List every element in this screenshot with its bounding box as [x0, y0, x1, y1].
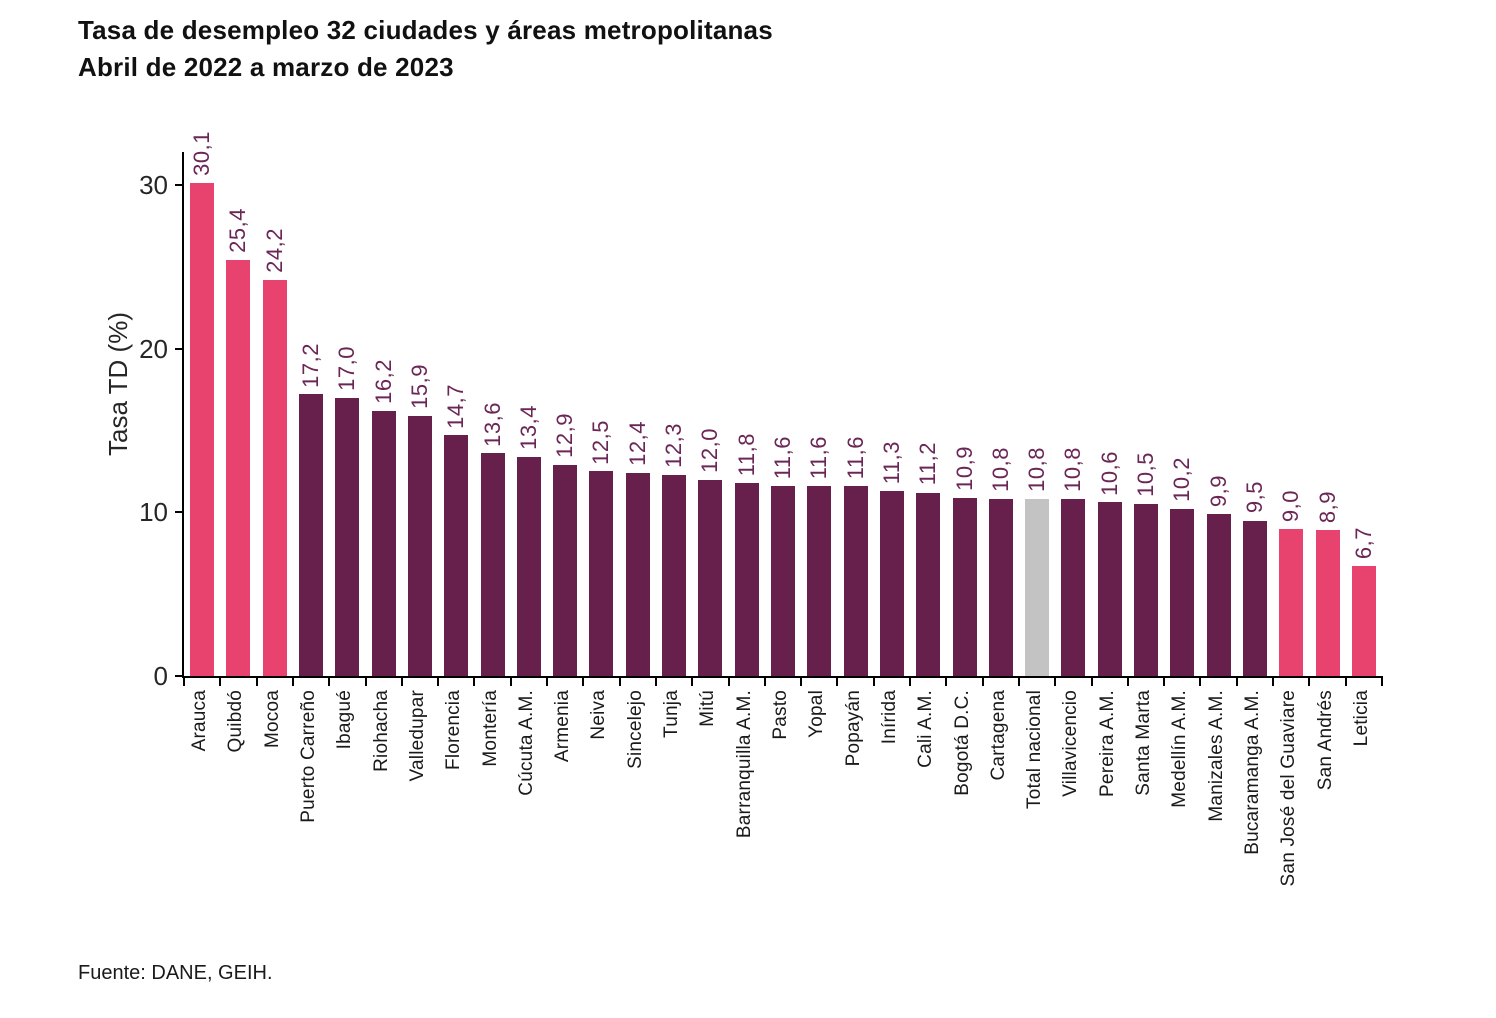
x-category-text: Ibagué: [334, 690, 356, 750]
x-category-label: [545, 690, 581, 762]
bar-value-text: 9,0: [1278, 489, 1304, 522]
bar-12: [626, 473, 650, 676]
bar-value-text: 12,5: [588, 419, 614, 465]
bar-value-label: [874, 441, 910, 484]
x-category-label: [654, 690, 690, 738]
bar-4: [335, 398, 359, 676]
bar-value-text: 14,7: [443, 383, 469, 429]
bar-value-label: [1237, 481, 1273, 513]
bar-value-text: 10,9: [951, 445, 977, 491]
x-tick-mark: [582, 676, 584, 686]
x-category-text: Armenia: [552, 690, 574, 763]
x-category-text: Pereira A.M.: [1096, 690, 1118, 797]
bar-17: [807, 486, 831, 676]
bar-value-text: 11,3: [878, 440, 904, 485]
bar-value-text: 9,5: [1241, 481, 1267, 514]
bar-value-label: [983, 447, 1019, 492]
bar-23: [1025, 499, 1049, 676]
bar-value-label: [1055, 447, 1091, 492]
x-category-text: Montería: [479, 690, 501, 767]
x-tick-mark: [183, 676, 185, 686]
bar-value-text: 13,6: [479, 401, 505, 447]
x-category-text: Inírida: [878, 690, 900, 745]
bar-value-label: [184, 131, 220, 176]
bar-value-text: 17,0: [334, 345, 360, 391]
bar-value-label: [729, 433, 765, 476]
x-tick-mark: [1091, 676, 1093, 686]
x-category-label: [1090, 690, 1126, 797]
plot-area: [139, 131, 1382, 691]
bar-value-text: 11,6: [769, 435, 795, 480]
x-tick-mark: [256, 676, 258, 686]
bar-28: [1207, 514, 1231, 676]
bar-value-text: 10,8: [1060, 447, 1086, 493]
x-tick-mark: [1199, 676, 1201, 686]
bar-22: [989, 499, 1013, 676]
x-category-label: [327, 690, 363, 749]
bar-value-label: [620, 421, 656, 466]
bar-value-label: [329, 346, 365, 391]
y-tick-label: 20: [139, 333, 168, 364]
bar-18: [844, 486, 868, 676]
bar-5: [372, 411, 396, 676]
bar-value-label: [257, 228, 293, 273]
bar-26: [1134, 504, 1158, 676]
bar-8: [481, 453, 505, 676]
bar-19: [880, 491, 904, 676]
x-tick-mark: [510, 676, 512, 686]
bar-27: [1170, 509, 1194, 676]
x-category-label: [944, 690, 980, 796]
bar-value-text: 15,9: [406, 363, 432, 409]
bar-0: [190, 183, 214, 676]
bar-value-label: [1309, 491, 1345, 523]
bar-value-text: 10,2: [1169, 457, 1195, 503]
x-tick-mark: [401, 676, 403, 686]
x-category-label: [182, 690, 218, 751]
bar-value-label: [1019, 447, 1055, 492]
bar-10: [553, 465, 577, 676]
bar-7: [444, 435, 468, 676]
bar-value-text: 6,7: [1350, 527, 1376, 560]
x-tick-mark: [1163, 676, 1165, 686]
x-category-label: [1235, 690, 1271, 855]
x-category-label: [799, 690, 835, 738]
x-category-label: [1198, 690, 1234, 822]
x-category-text: Leticia: [1350, 690, 1372, 747]
bar-value-text: 25,4: [225, 208, 251, 254]
source-note: Fuente: DANE, GEIH.: [78, 962, 273, 984]
x-tick-mark: [1381, 676, 1383, 686]
y-tick-label: 10: [139, 497, 168, 528]
bar-3: [299, 394, 323, 676]
x-tick-mark: [1308, 676, 1310, 686]
bar-value-label: [692, 428, 728, 473]
x-tick-mark: [473, 676, 475, 686]
bar-9: [517, 457, 541, 676]
x-category-label: [690, 690, 726, 727]
x-tick-mark: [982, 676, 984, 686]
x-category-text: Puerto Carreño: [298, 690, 320, 823]
bar-value-text: 11,6: [842, 435, 868, 480]
bar-value-label: [1346, 527, 1382, 559]
bar-32: [1352, 566, 1376, 676]
bar-13: [662, 475, 686, 676]
x-category-text: Arauca: [189, 690, 211, 752]
x-tick-mark: [1272, 676, 1274, 686]
x-category-label: [1126, 690, 1162, 796]
x-tick-mark: [691, 676, 693, 686]
x-category-text: Florencia: [443, 690, 465, 770]
x-category-label: [255, 690, 291, 748]
x-category-text: Medellín A.M.: [1169, 690, 1191, 808]
x-category-text: Valledupar: [406, 690, 428, 782]
bar-value-text: 8,9: [1314, 491, 1340, 524]
bar-6: [408, 416, 432, 676]
x-category-label: [1344, 690, 1380, 746]
y-tick-label: 30: [139, 169, 168, 200]
x-category-text: Manizales A.M.: [1205, 690, 1227, 822]
bar-value-label: [511, 405, 547, 450]
x-category-text: Santa Marta: [1133, 690, 1155, 796]
bar-1: [226, 260, 250, 676]
bar-value-text: 13,4: [515, 404, 541, 450]
x-tick-mark: [292, 676, 294, 686]
x-tick-mark: [1054, 676, 1056, 686]
x-tick-mark: [328, 676, 330, 686]
x-category-label: [218, 690, 254, 752]
x-tick-mark: [1018, 676, 1020, 686]
x-tick-mark: [655, 676, 657, 686]
bar-value-text: 10,8: [1024, 447, 1050, 493]
bar-value-label: [946, 446, 982, 491]
bar-value-text: 9,9: [1205, 474, 1231, 507]
bar-value-label: [765, 436, 801, 479]
x-tick-mark: [873, 676, 875, 686]
x-tick-mark: [836, 676, 838, 686]
bar-value-text: 10,5: [1133, 452, 1159, 498]
bar-value-label: [366, 359, 402, 404]
bar-value-label: [583, 420, 619, 465]
x-tick-mark: [1127, 676, 1129, 686]
x-category-text: Neiva: [588, 690, 610, 740]
bar-value-text: 24,2: [261, 228, 287, 273]
bar-value-label: [402, 364, 438, 409]
x-tick-mark: [546, 676, 548, 686]
x-category-label: [981, 690, 1017, 781]
x-category-label: [1162, 690, 1198, 808]
bar-value-text: 17,2: [298, 342, 324, 388]
bar-value-label: [837, 436, 873, 479]
x-category-text: Total nacional: [1024, 690, 1046, 809]
bar-20: [916, 493, 940, 676]
bar-value-label: [801, 436, 837, 479]
x-category-label: [763, 690, 799, 740]
bar-value-label: [1200, 475, 1236, 507]
bar-25: [1098, 502, 1122, 676]
x-category-label: [400, 690, 436, 781]
bar-11: [589, 471, 613, 676]
x-category-label: [291, 690, 327, 823]
x-category-text: Barranquilla A.M.: [733, 690, 755, 839]
bar-value-label: [1128, 452, 1164, 497]
bar-30: [1279, 529, 1303, 676]
x-category-label: [1053, 690, 1089, 797]
bar-value-label: [438, 384, 474, 429]
y-tick-mark: [175, 184, 184, 186]
x-category-label: [727, 690, 763, 838]
bar-value-label: [293, 343, 329, 388]
x-category-label: [436, 690, 472, 770]
chart-subtitle: Abril de 2022 a marzo de 2023: [78, 52, 454, 82]
x-category-text: Mitú: [697, 690, 719, 727]
y-axis-title: Tasa TD (%): [103, 312, 133, 456]
bar-value-text: 30,1: [189, 131, 215, 177]
bar-value-text: 12,3: [661, 422, 687, 468]
y-tick-mark: [175, 348, 184, 350]
x-category-label: [581, 690, 617, 740]
x-tick-mark: [219, 676, 221, 686]
x-tick-mark: [800, 676, 802, 686]
x-category-text: Pasto: [769, 690, 791, 740]
bar-15: [735, 483, 759, 676]
bar-value-text: 16,2: [370, 358, 396, 404]
x-axis-labels: [182, 690, 1380, 930]
x-category-label: [908, 690, 944, 768]
bar-value-text: 10,8: [987, 447, 1013, 493]
x-category-label: [1307, 690, 1343, 790]
x-tick-mark: [764, 676, 766, 686]
x-category-text: Tunja: [661, 690, 683, 738]
bar-16: [771, 486, 795, 676]
x-category-label: [364, 690, 400, 772]
x-category-text: San José del Guaviare: [1278, 690, 1300, 887]
x-tick-mark: [909, 676, 911, 686]
x-tick-mark: [437, 676, 439, 686]
x-category-text: Bucaramanga A.M.: [1241, 690, 1263, 855]
x-category-label: [1017, 690, 1053, 809]
bar-29: [1243, 521, 1267, 677]
x-tick-mark: [728, 676, 730, 686]
x-tick-mark: [1236, 676, 1238, 686]
x-tick-mark: [1345, 676, 1347, 686]
bar-value-text: 12,0: [697, 427, 723, 473]
y-tick-label: 0: [153, 661, 168, 691]
x-category-text: Yopal: [806, 690, 828, 738]
x-category-label: [872, 690, 908, 744]
bar-value-text: 12,4: [624, 421, 650, 467]
bar-value-label: [656, 423, 692, 468]
bar-value-text: 11,2: [915, 442, 941, 486]
bar-2: [263, 280, 287, 676]
bar-31: [1316, 530, 1340, 676]
bar-value-label: [474, 402, 510, 447]
x-tick-mark: [365, 676, 367, 686]
bar-value-text: 11,8: [733, 432, 759, 476]
x-category-text: Sincelejo: [624, 690, 646, 769]
title-block: [78, 12, 773, 86]
x-category-text: Cúcuta A.M.: [515, 690, 537, 796]
bar-value-text: 10,6: [1096, 450, 1122, 496]
x-category-text: Cali A.M.: [915, 690, 937, 768]
bar-value-text: 12,9: [552, 413, 578, 458]
bar-value-label: [547, 413, 583, 458]
x-category-text: Cartagena: [987, 690, 1009, 781]
bar-14: [698, 480, 722, 676]
y-tick-mark: [175, 511, 184, 513]
x-tick-mark: [945, 676, 947, 686]
x-category-label: [1271, 690, 1307, 886]
x-category-text: Villavicencio: [1060, 690, 1082, 797]
x-category-text: Bogotá D.C.: [951, 690, 973, 796]
x-category-label: [618, 690, 654, 769]
x-category-label: [472, 690, 508, 767]
x-category-text: San Andrés: [1314, 690, 1336, 791]
x-category-label: [509, 690, 545, 796]
x-category-text: Riohacha: [370, 690, 392, 772]
bar-value-label: [1273, 490, 1309, 522]
x-tick-mark: [619, 676, 621, 686]
bar-24: [1061, 499, 1085, 676]
chart-title: Tasa de desempleo 32 ciudades y áreas metropolitanas: [78, 15, 773, 45]
bar-value-text: 11,6: [806, 435, 832, 480]
x-category-text: Mocoa: [261, 690, 283, 749]
x-category-label: [835, 690, 871, 766]
x-category-text: Quibdó: [225, 690, 247, 753]
bar-value-label: [220, 208, 256, 253]
bar-value-label: [1092, 451, 1128, 496]
bar-21: [953, 498, 977, 676]
x-category-text: Popayán: [842, 690, 864, 767]
bar-value-label: [1164, 457, 1200, 502]
bar-value-label: [910, 442, 946, 485]
